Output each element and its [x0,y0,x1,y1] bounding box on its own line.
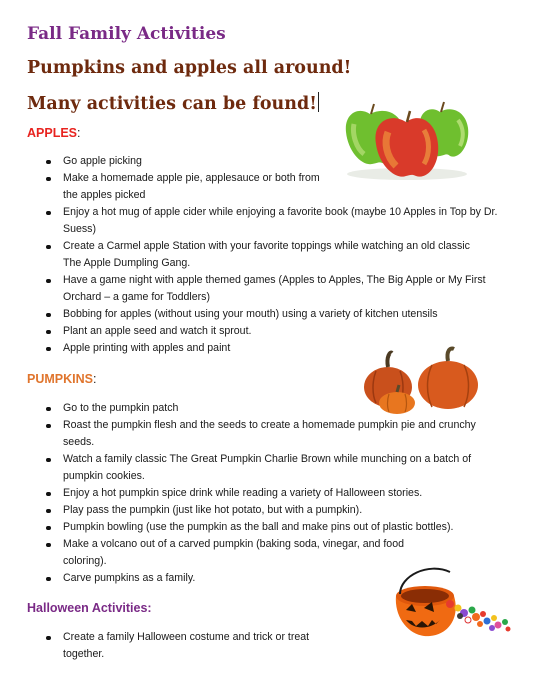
headline-pumpkins-apples: Pumpkins and apples all around! [27,58,352,78]
list-item: Pumpkin bowling (use the pumpkin as the ball and make pins out of plastic bottles). [0,519,513,536]
text-cursor [318,92,319,112]
list-item: Create a family Halloween costume and trick or treat together. [0,629,343,663]
jack-o-lantern-candy-bucket-image [388,558,516,646]
document-title: Fall Family Activities [27,24,226,44]
list-item: Carve pumpkins as a family. [0,570,443,587]
pumpkins-heading-text: PUMPKINS [27,372,93,386]
list-item: Watch a family classic The Great Pumpkin Charlie Brown while munching on a batch of pumpkin cookies. [0,451,503,485]
halloween-heading: Halloween Activities: [27,601,152,615]
list-item: Roast the pumpkin flesh and the seeds to create a homemade pumpkin pie and crunchy seeds. [0,417,483,451]
apples-heading-colon: : [77,126,81,140]
pumpkins-heading [27,372,96,386]
pumpkins-heading-colon: : [92,372,97,386]
headline-activities-text: Many activities can be found! [27,94,317,114]
list-item: Play pass the pumpkin (just like hot potato, but with a pumpkin). [0,502,503,519]
apples-heading-text: APPLES [27,126,78,140]
apples-heading [27,126,81,140]
list-item: Enjoy a hot pumpkin spice drink while reading a variety of Halloween stories. [0,485,503,502]
apples-list [0,153,500,357]
list-item: Create a Carmel apple Station with your favorite toppings while watching an old classic The Apple Dumpling Gang. [0,238,483,272]
list-item: Apple printing with apples and paint [0,340,483,357]
list-item: Plant an apple seed and watch it sprout. [0,323,483,340]
list-item: Bobbing for apples (without using your mouth) using a variety of kitchen utensils [0,306,503,323]
list-item: Make a homemade apple pie, applesauce or both from the apples picked [0,170,323,204]
headline-activities[interactable] [27,92,319,114]
spilled-candy [446,600,511,632]
list-item: Go to the pumpkin patch [0,400,483,417]
list-item: Go apple picking [0,153,323,170]
list-item: Enjoy a hot mug of apple cider while enjoying a favorite book (maybe 10 Apples in Top by Dr. Suess) [0,204,498,238]
list-item: Make a volcano out of a carved pumpkin (baking soda, vinegar, and food coloring). [0,536,443,570]
halloween-list [0,629,360,663]
list-item: Have a game night with apple themed games (Apples to Apples, The Big Apple or My First Orchard – a game for Toddlers) [0,272,503,306]
